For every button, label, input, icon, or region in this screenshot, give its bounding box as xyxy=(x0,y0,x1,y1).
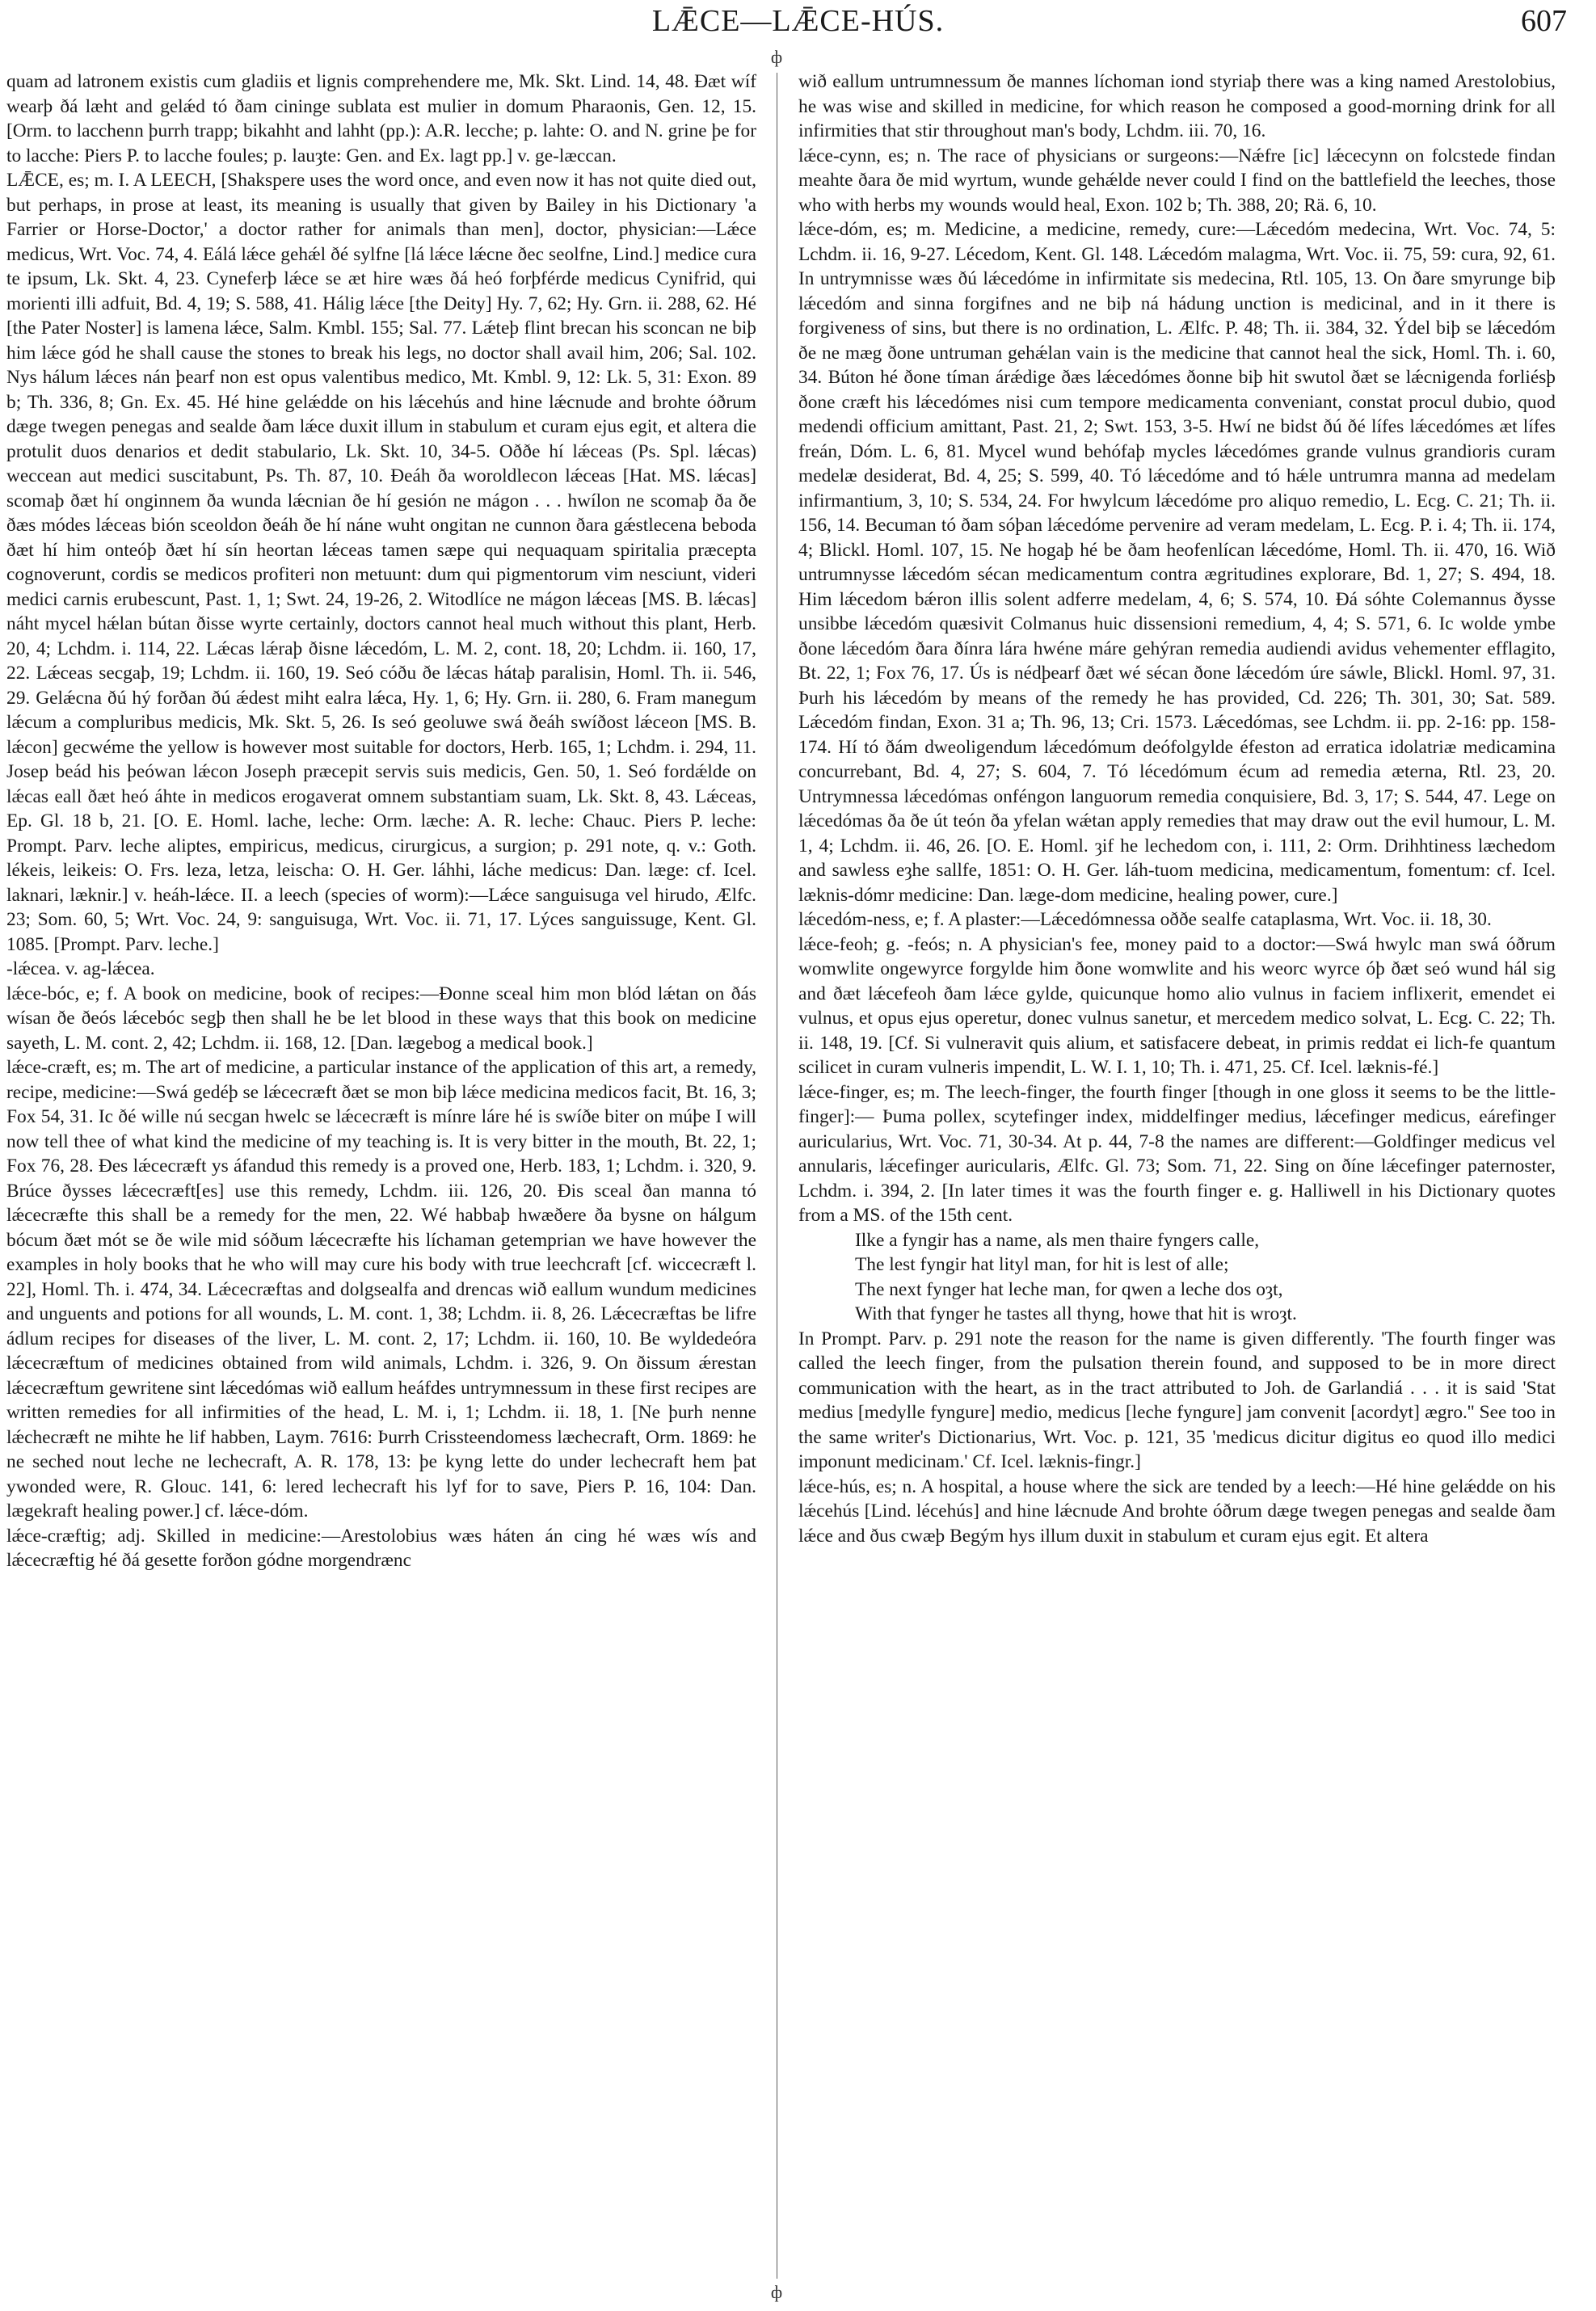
entry-laece-craeftig: lǽce-cræftig; adj. Skilled in medicine:—Arestolobius wæs háten án cing hé wæs wís and lǽcecræftig hé ðá gesette forðon gódne morgendrænc xyxy=(6,1525,756,1571)
entry-laecea: -lǽcea. v. ag-lǽcea. xyxy=(6,958,155,979)
entry-laece-dom: lǽce-dóm, es; m. Medicine, a medicine, remedy, cure:—Lǽcedóm medecina, Wrt. Voc. 74, 5: Lchdm. ii. 16, 9-27. Lécedom, Kent. Gl. 148. Lǽcedóm malagma, Wrt. Voc. ii. 75, 59: cura, 92, 61. In untrymnisse wæs ðú lǽcedóme in infirmitate sis medecina, Rtl. 105, 13. On ðare smyrunge biþ lǽcedóm and sinna forgifnes and ne biþ ná hádung unction is medicinal, and in it there is forgiveness of sins, but there is no ordination, L. Ælfc. P. 48; Th. ii. 384, 32. Ýdel biþ se lǽcedóm ðe ne mæg ðone untruman gehǽlan vain is the medicine that cannot heal the sick, Homl. Th. i. 60, 34. Búton hé ðone tíman árǽdige ðæs lǽcedómes ðonne biþ hit swutol ðæt se lǽcnigenda forliésþ ðone cræft his lǽcedómes nisi cum tempore medicamenta conveniant, constat procul dubio, quod medendi officium amittant, Past. 21, 2; Swt. 153, 3-5. Hwí ne bidst ðú ðé lífes lǽcedómes æt lífes freán, Dóm. L. 6, 81. Mycel wund behófaþ mycles lǽcedómes grande vulnus grandioris curam medelæ desiderat, Bd. 4, 25; S. 599, 40. Tó lǽcedóme and tó hǽle untrumra manna ad medelam infirmantium, 3, 10; S. 534, 24. For hwylcum lǽcedóme pro aliquo remedio, L. Ecg. C. 21; Th. ii. 156, 14. Becuman tó ðam sóþan lǽcedóme pervenire ad veram medelam, L. Ecg. P. i. 4; Th. ii. 174, 4; Blickl. Homl. 107, 15. Ne hogaþ hé be ðam heofenlícan lǽcedóme, Homl. Th. ii. 470, 16. Wið untrumnysse lǽcedóm sécan medicamentum contra ægritudines explorare, Bd. 1, 27; S. 494, 18. Him lǽcedom bǽron illis solent adferre medelam, 4, 6; S. 574, 10. Ðá sóhte Colemannus ðysse unsibbe lǽcedóm quæsivit Colmanus huic dissensioni remedium, 4, 4; S. 571, 6. Ic wolde ymbe ðone lǽcedóm ðara ðínra lára hwéne máre gehýran remedia audiendi avidus vehementer efflagito, Bt. 22, 1; Fox 76, 17. Ús is nédþearf ðæt wé sécan ðone lǽcedóm úre sáwle, Blickl. Homl. 97, 31. Þurh his lǽcedóm by means of the remedy he has provided, Cd. 226; Th. 301, 30; Sat. 589. Lǽcedóm findan, Exon. 31 a; Th. 96, 13; Cri. 1573. Lǽcedómas, see Lchdm. ii. pp. 2-16: pp. 158-174. Hí tó ðám dweoligendum lǽcedómum deófolgylde éfeston ad erratica idolatriæ medicamina concurrebant, Bd. 4, 27; S. 604, 7. Tó lécedómum écum ad remedia æterna, Rtl. 23, 20. Untrymnessa lǽcedómas onféngon languorum remedia conquisiere, Bd. 3, 17; S. 544, 47. Lege on lǽcedómas ða ðe út teón ða yfelan wǽtan apply remedies that may draw out the evil humour, L. M. 1, 4; Lchdm. ii. 46, 26. [O. E. Homl. ȝif he lechedom con, i. 111, 2: Orm. Drihhtiness læchedom and sawless eȝhe sallfe, 1851: O. H. Ger. láh-tuom medicina, medicamentum, fomentum: cf. Icel. læknis-dómr medicine: Dan. læge-dom medicine, healing power, cure.] xyxy=(798,219,1556,906)
verse-line: Ilke a fyngir has a name, als men thaire fyngers calle, xyxy=(855,1229,1260,1251)
page-header xyxy=(0,0,1596,48)
entry-laece-craeft: lǽce-cræft, es; m. The art of medicine, a particular instance of the application of this art, a remedy, recipe, medicine:—Swá gedéþ se lǽcecræft ðæt se mon biþ lǽce medicina medicos facit, Bt. 16, 3; Fox 54, 31. Ic ðé wille nú secgan hwelc se lǽcecræft is mínre láre hé is swíðe biter on múþe I will now tell thee of what kind the medicine of my teaching is. It is very bitter in the mouth, Bt. 22, 1; Fox 76, 28. Ðes lǽcecræft ys áfandud this remedy is a proved one, Herb. 183, 1; Lchdm. i. 320, 9. Brúce ðysses lǽcecræft[es] use this remedy, Lchdm. iii. 126, 20. Ðis sceal ðan manna tó lǽcecræfte this shall be a remedy for the men, 22. Wé habbaþ hwæðere ða bysne on hálgum bócum ðæt mót se ðe wile mid sóðum lǽcecræfte his líchaman getemprian we have however the examples in holy books that he who will may cure his body with true leechcraft [cf. wiccecræft l. 22], Homl. Th. i. 474, 34. Lǽcecræftas and dolgsealfa and drencas wið eallum wundum medicines and unguents and potions for all wounds, L. M. cont. 1, 38; Lchdm. ii. 8, 26. Lǽcecræftas be lifre ádlum recipes for diseases of the liver, L. M. cont. 2, 17; Lchdm. ii. 160, 10. Be wyldedeóra lǽcecræftum of medicines obtained from wild animals, Lchdm. i. 326, 9. On ðissum ǽrestan lǽcecræftum gewritene sint lǽcedómas wið eallum heáfdes untrymnessum in these first recipes are written remedies for all infirmities of the head, L. M. i, 1; Lchdm. ii. 18, 1. [Ne þurh nenne lǽchecræft ne mihte he lif habben, Laym. 7616: Þurrh Crissteendomess læchecraft, Orm. 1869: he ne seched nout leche ne lechecraft, A. R. 178, 13: þe kyng lette do under lechecraft hem þat ywonded were, R. Glouc. 141, 6: lered lechecraft his lyf for to save, Piers P. 16, 104: Dan. lægekraft healing power.] cf. lǽce-dóm. xyxy=(6,1057,756,1522)
verse-line: With that fynger he tastes all thyng, howe that hit is wroȝt. xyxy=(855,1303,1297,1324)
entry-continuation: In Prompt. Parv. p. 291 note the reason for the name is given differently. 'The fourth finger was called the leech finger, from the pulsation therein found, and supposed to be in more direct communication with the heart, as in the tract attributed to Joh. de Garlandiá . . . it is said 'Stat medius [medylle fyngure] medio, medicus [leche fyngure] jam convenit [acordyt] ægro.'' See too in the same writer's Dictionarius, Wrt. Voc. p. 121, 35 'medicus dicitur digitus eo quod illo medici imponunt medicinam.' Cf. Icel. læknis-fingr.] xyxy=(798,1328,1556,1472)
quoted-verse xyxy=(855,1228,1556,1327)
left-column xyxy=(6,69,756,1573)
entry-continuation: quam ad latronem existis cum gladiis et lignis comprehendere me, Mk. Skt. Lind. 14, 48. Ðæt wíf wearþ ðá læht and gelǽd tó ðam cininge sublata est mulier in domum Pharaonis, Gen. 12, 15. [Orm. to lacchenn þurrh trapp; bikahht and lahht (pp.): A.R. lecche; p. lahte: O. and N. grine þe for to lacche: Piers P. to lacche foules; p. lauȝte: Gen. and Ex. lagt pp.] v. ge-læccan. xyxy=(6,71,756,166)
entry-laece-hus: lǽce-hús, es; n. A hospital, a house where the sick are tended by a leech:—Hé hine gelǽdde on his lǽcehús [Lind. lécehús] and hine lǽcnude And brohte óðrum dæge twegen penegas and sealde ðam lǽce and ðus cwæþ Begým hys illum duxit in stabulum et curam ejus egit. Et altera xyxy=(798,1475,1556,1547)
entry-laece-cynn: lǽce-cynn, es; n. The race of physicians or surgeons:—Nǽfre [ic] lǽcecynn on folcstede findan meahte ðara ðe mid wyrtum, wunde gehǽlde never could I find on the battlefield the leeches, those who with herbs my wounds would heal, Exon. 102 b; Th. 388, 20; Rä. 6, 10. xyxy=(798,145,1556,216)
entry-laece-finger: lǽce-finger, es; m. The leech-finger, the fourth finger [though in one gloss it seems to be the little-finger]:— Þuma pollex, scytefinger index, middelfinger medius, lǽcefinger medicus, eárefinger auricularius, Wrt. Voc. 71, 30-34. At p. 44, 7-8 the names are different:—Goldfinger medicus vel annularis, lǽcefinger auricularis, Ælfc. Gl. 73; Som. 71, 22. Sing on ðíne lǽcefinger paternoster, Lchdm. i. 394, 2. [In later times it was the fourth finger e. g. Halliwell in his Dictionary quotes from a MS. of the 15th cent. xyxy=(798,1081,1556,1226)
entry-laece-feoh: lǽce-feoh; g. -feós; n. A physician's fee, money paid to a doctor:—Swá hwylc man swá óðrum womwlite ongewyrce forgylde him ðone womwlite and his weorc wyrce óþ ðæt seó wund hál sig and ðæt lǽcefeoh ðam lǽce gylde, quicunque homo alio vulnus in faciem inflixerit, emendet ei vulnus, et opus ejus operetur, donec vulnus sanetur, et mercedem medico solvat, L. Ecg. C. 22; Th. ii. 148, 19. [Cf. Si vulneravit quis alium, et satisfacere debeat, in primis reddat ei lich-fe quantum scilicet in curam vulneris impendit, L. W. I. 1, 10; Th. i. 471, 25. Cf. Icel. læknis-fé.] xyxy=(798,933,1556,1078)
page-number: 607 xyxy=(1521,4,1567,38)
entry-laece-boc: lǽce-bóc, e; f. A book on medicine, book of recipes:—Ðonne sceal him mon blód lǽtan on ðás wísan ðe ðeós lǽcebóc segþ then shall he be let blood in these ways that this book on medicine sayeth, L. M. cont. 2, 42; Lchdm. ii. 168, 12. [Dan. lægebog a medical book.] xyxy=(6,983,756,1054)
right-column xyxy=(798,69,1556,1548)
verse-line: The lest fyngir hat lityl man, for hit is lest of alle; xyxy=(855,1254,1229,1275)
entry-laece: LǢCE, es; m. I. A LEECH, [Shakspere uses the word once, and even now it has not quite died out, but perhaps, in prose at least, its meaning is usually that given by Bailey in his Dictionary 'a Farrier or Horse-Doctor,' a doctor rather for animals than men], doctor, physician:—Lǽce medicus, Wrt. Voc. 74, 4. Eálá lǽce gehǽl ðé sylfne [lá lǽce lǽcne ðec seolfne, Lind.] medice cura te ipsum, Lk. Skt. 4, 23. Cyneferþ lǽce se æt hire wæs ðá heó forþférde medicus Cynifrid, qui morienti illi adfuit, Bd. 4, 19; S. 588, 41. Hálig lǽce [the Deity] Hy. 7, 62; Hy. Grn. ii. 288, 62. Hé [the Pater Noster] is lamena lǽce, Salm. Kmbl. 155; Sal. 77. Lǽteþ flint brecan his sconcan ne biþ him lǽce gód he shall cause the stones to break his legs, no doctor shall avail him, 206; Sal. 102. Nys hálum lǽces nán þearf non est opus valentibus medico, Mt. Kmbl. 9, 12: Lk. 5, 31: Exon. 89 b; Th. 336, 8; Gn. Ex. 45. Hé hine gelǽdde on his lǽcehús and hine lǽcnude and brohte óðrum dæge twegen penegas and sealde ðam lǽce duxit illum in stabulum et curam ejus egit, et altera die protulit duos denarios et dedit stabulario, Lk. Skt. 10, 34-5. Oððe hí lǽceas (Ps. Spl. lǽcas) weccean aut medici suscitabunt, Ps. Th. 87, 10. Ðeáh ða woroldlecon lǽceas [Hat. MS. lǽcas] scomaþ ðæt hí onginnem ða wunda lǽcnian ðe hí gesión ne mágon . . . hwílon ne scomaþ ða ðe ðæs módes lǽceas bión sceoldon ðeáh ðe hí náne wuht ongitan ne cunnon ðara gǽstlecena beboda ðæt hí him onteóþ ðæt hí sín heortan lǽceas tamen sæpe qui nequaquam spiritalia præcepta cognoverunt, cordis se medicos profiteri non metuunt: dum qui pigmentorum vim nesciunt, videri medici carnis erubescunt, Past. 1, 1; Swt. 24, 19-26, 2. Witodlíce ne mágon lǽceas [MS. B. lǽcas] náht mycel hǽlan bútan ðisse wyrte certainly, doctors cannot heal much without this plant, Herb. 20, 4; Lchdm. i. 114, 22. Lǽcas lǽraþ ðisne lǽcedóm, L. M. 2, cont. 18, 20; Lchdm. ii. 160, 17, 22. Lǽceas secgaþ, 19; Lchdm. ii. 160, 19. Seó cóðu ðe lǽcas hátaþ paralisin, Homl. Th. ii. 546, 29. Gelǽcna ðú hý forðan ðú ǽdest miht ealra lǽca, Hy. 1, 6; Hy. Grn. ii. 280, 6. Fram manegum lǽcum a compluribus medicis, Mk. Skt. 5, 26. Is seó geoluwe swá ðeáh swíðost lǽceon [MS. B. lǽcon] gecwéme the yellow is however most suitable for doctors, Herb. 165, 1; Lchdm. i. 294, 11. Josep beád his þeówan lǽcon Joseph præcepit servis suis medicis, Gen. 50, 1. Seó fordǽlde on lǽcas eall ðæt heó áhte in medicos erogaverat omnem substantiam suam, Lk. Skt. 8, 43. Lǽceas, Ep. Gl. 18 b, 21. [O. E. Homl. lache, leche: Orm. læche: A. R. leche: Chauc. Piers P. leche: Prompt. Parv. leche aliptes, empiricus, medicus, cirurgicus, a surgion; p. 291 note, q. v.: Goth. lékeis, leikeis: O. Frs. leza, letza, leischa: O. H. Ger. láhhi, láche medicus: Dan. læge: cf. Icel. laknari, læknir.] v. heáh-lǽce. II. a leech (species of worm):—Lǽce sanguisuga vel hirudo, Ælfc. 23; Som. 60, 5; Wrt. Voc. 24, 9: sanguisuga, Wrt. Voc. ii. 71, 17. Lýces sanguissuge, Kent. Gl. 1085. [Prompt. Parv. leche.] xyxy=(6,170,756,955)
entry-laecedom-ness: lǽcedóm-ness, e; f. A plaster:—Lǽcedómnessa oððe sealfe cataplasma, Wrt. Voc. ii. 18, 30. xyxy=(798,909,1492,930)
bottom-ornament: ф xyxy=(770,2282,783,2302)
entry-continuation: wið eallum untrumnessum ðe mannes líchoman iond styriaþ there was a king named Arestolobius, he was wise and skilled in medicine, for which reason he composed a good-morning drink for all infirmities that stir throughout man's body, Lchdm. iii. 70, 16. xyxy=(798,71,1556,141)
running-head: LǢCE—LǢCE-HÚS. xyxy=(651,4,945,38)
top-ornament: ф xyxy=(770,47,783,67)
verse-line: The next fynger hat leche man, for qwen a leche dos oȝt, xyxy=(855,1278,1283,1300)
